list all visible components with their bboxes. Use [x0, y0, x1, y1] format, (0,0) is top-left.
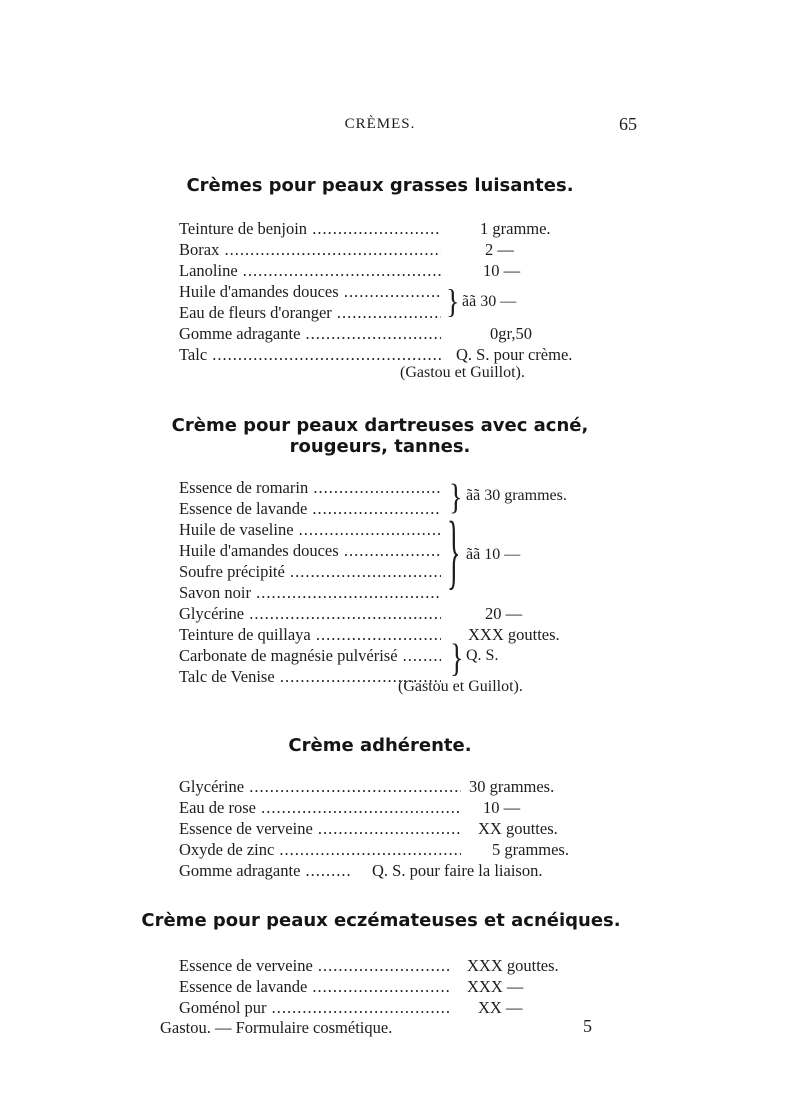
- ingredient-quantity: 10 —: [483, 798, 521, 817]
- ingredient-quantity: 0gr,50: [490, 324, 532, 343]
- ingredient-name: Teinture de benjoin .....: [179, 219, 441, 239]
- ingredient-quantity: 10 —: [483, 261, 521, 280]
- section-title: Crème pour peaux dartreuses avec acné,: [171, 415, 589, 436]
- ingredient-quantity: 20 —: [485, 604, 523, 623]
- ingredient-name: Borax .....: [179, 240, 441, 260]
- ingredient-name: Talc .....: [179, 345, 441, 365]
- footer-title: Gastou. — Formulaire cosmétique.: [160, 1018, 393, 1037]
- ingredient-quantity: 30 grammes.: [469, 777, 555, 796]
- ingredient-name: Essence de verveine .....: [179, 819, 461, 839]
- ingredient-quantity: XXX —: [467, 977, 524, 996]
- ingredient-name: Teinture de quillaya .....: [179, 625, 441, 645]
- ingredient-name: Glycérine .....: [179, 777, 461, 797]
- ingredient-name: Talc de Venise .....: [179, 667, 441, 687]
- ingredient-name: Eau de rose .....: [179, 798, 461, 818]
- signature-mark: 5: [583, 1016, 592, 1036]
- ingredient-quantity: XX gouttes.: [478, 819, 558, 838]
- ingredient-name: Huile d'amandes douces .....: [179, 541, 441, 561]
- section-title: Crème adhérente.: [288, 735, 472, 756]
- brace: }: [449, 477, 463, 518]
- ingredient-name: Glycérine .....: [179, 604, 441, 624]
- brace: }: [447, 507, 461, 600]
- brace: }: [450, 637, 464, 681]
- ingredient-quantity: 2 —: [485, 240, 514, 259]
- ingredient-quantity: XX —: [478, 998, 523, 1017]
- source-reference: (Gastou et Guillot).: [398, 678, 523, 695]
- ingredient-name: Essence de verveine .....: [179, 956, 451, 976]
- group-quantity: Q. S.: [466, 647, 499, 664]
- ingredient-name: Gomme adragante .....: [179, 324, 441, 344]
- ingredient-name: Huile de vaseline .....: [179, 520, 441, 540]
- group-quantity: ãã 10 —: [466, 546, 521, 563]
- ingredient-name: Savon noir .....: [179, 583, 441, 603]
- ingredient-name: Goménol pur .....: [179, 998, 451, 1018]
- source-reference: (Gastou et Guillot).: [400, 364, 525, 381]
- ingredient-name: Essence de lavande .....: [179, 499, 441, 519]
- ingredient-quantity: 5 grammes.: [492, 840, 569, 859]
- ingredient-name: Lanoline .....: [179, 261, 441, 281]
- ingredient-name: Essence de romarin .....: [179, 478, 441, 498]
- group-quantity: ãã 30 —: [462, 293, 517, 310]
- section-title: Crèmes pour peaux grasses luisantes.: [186, 175, 574, 196]
- ingredient-name: Soufre précipité .....: [179, 562, 441, 582]
- ingredient-quantity: Q. S. pour faire la liaison.: [372, 861, 543, 880]
- ingredient-quantity: XXX gouttes.: [467, 956, 559, 975]
- group-quantity: ãã 30 grammes.: [466, 487, 567, 504]
- brace: }: [446, 283, 460, 321]
- ingredient-name: Huile d'amandes douces .....: [179, 282, 441, 302]
- ingredient-name: Essence de lavande .....: [179, 977, 451, 997]
- ingredient-name: Carbonate de magnésie pulvérisé .....: [179, 646, 441, 666]
- ingredient-quantity: 1 gramme.: [480, 219, 551, 238]
- ingredient-name: Eau de fleurs d'oranger .....: [179, 303, 441, 323]
- running-head-title: CRÈMES.: [344, 116, 416, 132]
- section-title: Crème pour peaux eczémateuses et acnéiques.: [141, 910, 621, 931]
- ingredient-quantity: Q. S. pour crème.: [456, 345, 573, 364]
- ingredient-name: Oxyde de zinc .....: [179, 840, 461, 860]
- page-number: 65: [619, 114, 637, 134]
- ingredient-name: Gomme adragante .....: [179, 861, 351, 881]
- section-title: rougeurs, tannes.: [289, 436, 471, 457]
- ingredient-quantity: XXX gouttes.: [468, 625, 560, 644]
